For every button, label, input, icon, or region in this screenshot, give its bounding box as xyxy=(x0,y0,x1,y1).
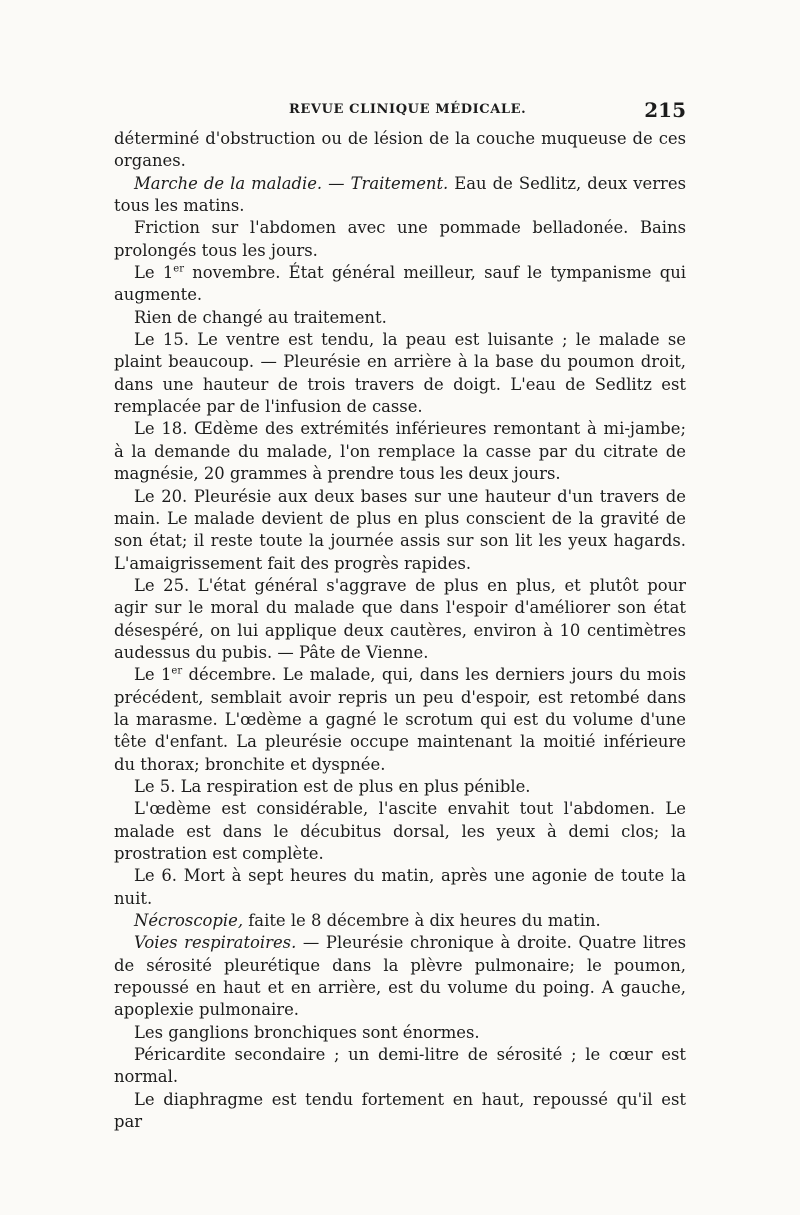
paragraph: Rien de changé au traitement. xyxy=(134,307,387,327)
paragraph: Le 5. La respiration est de plus en plus pénible. xyxy=(134,776,531,796)
page-number: 215 xyxy=(644,98,686,122)
paragraph: Nécroscopie, faite le 8 décembre à dix heures du matin. xyxy=(134,911,601,931)
paragraph: Les ganglions bronchiques sont énormes. xyxy=(134,1022,480,1042)
section-label: Nécroscopie, xyxy=(134,911,244,931)
paragraph: Le 1er novembre. État général meilleur, sauf le tympanisme qui augmente. xyxy=(114,263,686,305)
section-label: Marche de la maladie. — Traitement. xyxy=(134,173,449,193)
paragraph: Péricardite secondaire ; un demi-litre de sérosité ; le cœur est normal. xyxy=(114,1045,686,1087)
paragraph: Le 25. L'état général s'aggrave de plus en plus, et plutôt pour agir sur le moral du malade que dans l'espoir d'améliorer son état désespéré, on lui applique deux cautères, environ à 10 centimètres audessus du pubis. — Pâte de Vienne. xyxy=(114,575,686,662)
paragraph: déterminé d'obstruction ou de lésion de la couche muqueuse de ces organes. xyxy=(114,129,686,171)
paragraph: Marche de la maladie. — Traitement. Eau de Sedlitz, deux verres tous les matins. xyxy=(114,173,686,216)
page-header xyxy=(114,98,686,126)
paragraph: L'œdème est considérable, l'ascite envahit tout l'abdomen. Le malade est dans le décubitus dorsal, les yeux à demi clos; la prostration est complète. xyxy=(114,799,686,863)
paragraph: Le 1er décembre. Le malade, qui, dans les derniers jours du mois précédent, semblait avoir repris un peu d'espoir, est retombé dans la marasme. L'œdème a gagné le scrotum qui est du volume d'une tête d'enfant. La pleurésie occupe maintenant la moitié inférieure du thorax; bronchite et dyspnée. xyxy=(114,665,686,774)
paragraph: Friction sur l'abdomen avec une pommade belladonée. Bains prolongés tous les jours. xyxy=(114,218,686,260)
body-text xyxy=(114,128,686,1133)
running-head: REVUE CLINIQUE MÉDICALE. xyxy=(289,102,527,117)
paragraph: Le diaphragme est tendu fortement en haut, repoussé qu'il est par xyxy=(114,1089,686,1132)
paragraph: Voies respiratoires. — Pleurésie chronique à droite. Quatre litres de sérosité pleurétique dans la plèvre pulmonaire; le poumon, repoussé en haut et en arrière, est du volume du poing. A gauche, apoplexie pulmonaire. xyxy=(114,933,687,1020)
paragraph: Le 6. Mort à sept heures du matin, après une agonie de toute la nuit. xyxy=(114,866,686,908)
paragraph: Le 20. Pleurésie aux deux bases sur une hauteur d'un travers de main. Le malade devient de plus en plus conscient de la gravité de son état; il reste toute la journée assis sur son lit les yeux hagards. L'amaigrissement fait des progrès rapides. xyxy=(114,486,686,573)
paragraph: Le 15. Le ventre est tendu, la peau est luisante ; le malade se plaint beaucoup. — Pleurésie en arrière à la base du poumon droit, dans une hauteur de trois travers de doigt. L'eau de Sedlitz est remplacée par de l'infusion de casse. xyxy=(114,330,686,417)
paragraph: Le 18. Œdème des extrémités inférieures remontant à mi-jambe; à la demande du malade, l'on remplace la casse par du citrate de magnésie, 20 grammes à prendre tous les deux jours. xyxy=(114,419,686,484)
section-label: Voies respiratoires. xyxy=(134,933,297,953)
